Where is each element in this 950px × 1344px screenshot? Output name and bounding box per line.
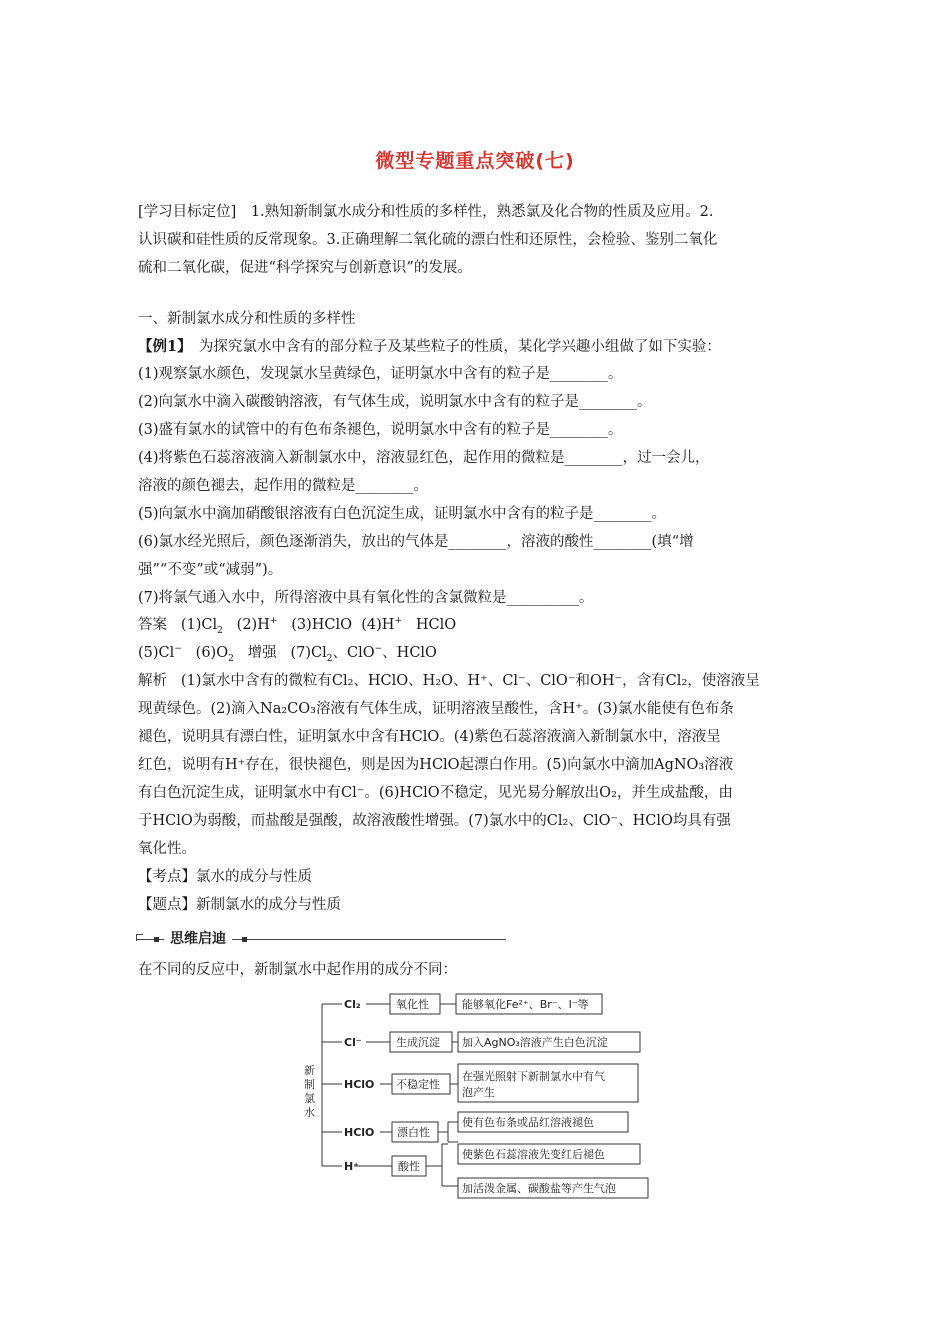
effect-6: 加活泼金属、碳酸盐等产生气泡 (462, 1182, 616, 1195)
banner-corner (136, 934, 143, 941)
question-4-line-2: 溶液的颜色褪去，起作用的微粒是________。 (138, 478, 428, 494)
example-intro (138, 337, 814, 357)
page-title: 微型专题重点突破(七) (375, 150, 575, 172)
answer-1: (1)Cl (180, 617, 218, 633)
prop-acidity: 酸性 (398, 1160, 420, 1173)
answer-line-1: 答案 $(1)Cl_2$ (2)H+ (3)HClO (4)H+ HClO (138, 616, 457, 635)
effect-4: 使有色布条或品红溶液褪色 (462, 1116, 594, 1129)
tidian-line: 【题点】新制氯水的成分与性质 (138, 897, 341, 913)
chlorine-water-diagram (290, 988, 660, 1203)
analysis-line-7: 氧化性。 (138, 841, 196, 857)
answer-2: (2)H (236, 617, 270, 633)
thinking-banner (136, 928, 506, 950)
section-heading: 一、新制氯水成分和性质的多样性 (138, 311, 356, 327)
objectives-line-3: 硫和二氧化碳，促进“科学探究与创新意识”的发展。 (138, 260, 472, 276)
answer-label: 答案 (138, 617, 167, 633)
root-char-3: 氯 (304, 1092, 315, 1105)
banner-dot-right (242, 937, 247, 942)
example-intro-text: 为探究氯水中含有的部分粒子及某些粒子的性质，某化学兴趣小组做了如下实验： (184, 339, 721, 355)
analysis-line-4: 红色，说明有H⁺存在，很快褪色，则是因为HClO起漂白作用。(5)向氯水中滴加AgNO₃溶液 (138, 757, 734, 773)
analysis-line-5: 有白色沉淀生成，证明氯水中有Cl⁻。(6)HClO不稳定，见光易分解放出O₂，并生成盐酸，由 (138, 785, 733, 801)
node-cl2: Cl₂ (344, 998, 361, 1011)
effect-5: 使紫色石蕊溶液先变红后褪色 (462, 1148, 605, 1161)
banner-dot-left (154, 937, 159, 942)
effect-3-line-2: 泡产生 (462, 1086, 495, 1099)
answer-4b: HClO (415, 617, 457, 633)
answer-5: (5)Cl (138, 645, 175, 661)
node-hclo-1: HClO (344, 1078, 375, 1091)
effect-3-line-1: 在强光照射下新制氯水中有气 (462, 1070, 605, 1083)
answer-7c: 、HClO (382, 645, 437, 661)
answer-4: (4)H (361, 617, 395, 633)
analysis-line-2: 现黄绿色。(2)滴入Na₂CO₃溶液有气体生成，证明溶液呈酸性，含H⁺。(3)氯水能使有色布条 (138, 701, 734, 717)
question-5: (5)向氯水中滴加硝酸银溶液有白色沉淀生成，证明氯水中含有的粒子是________。 (138, 506, 667, 522)
root-char-1: 新 (304, 1064, 315, 1077)
analysis-label: 解析 (138, 673, 167, 689)
prop-oxidizing: 氧化性 (396, 998, 429, 1011)
question-1: (1)观察氯水颜色，发现氯水呈黄绿色，证明氯水中含有的粒子是________。 (138, 366, 623, 382)
effect-1: 能够氧化Fe²⁺、Br⁻、I⁻等 (462, 998, 589, 1011)
analysis-line-3: 褪色，说明具有漂白性，证明氯水中含有HClO。(4)紫色石蕊溶液滴入新制氯水中，溶液呈 (138, 729, 721, 745)
diagram-intro: 在不同的反应中，新制氯水中起作用的成分不同： (138, 962, 457, 978)
question-7: (7)将氯气通入水中，所得溶液中具有氧化性的含氯微粒是__________。 (138, 590, 594, 606)
analysis-line-6: 于HClO为弱酸，而盐酸是强酸，故溶液酸性增强。(7)氯水中的Cl₂、ClO⁻、HClO均具有强 (138, 813, 731, 829)
effect-2: 加入AgNO₃溶液产生白色沉淀 (462, 1036, 608, 1049)
question-2: (2)向氯水中滴入碳酸钠溶液，有气体生成，说明氯水中含有的粒子是________。 (138, 394, 652, 410)
answer-7: (7)Cl (290, 645, 327, 661)
thinking-label: 思维启迪 (164, 928, 232, 950)
question-4-line-1: (4)将紫色石蕊溶液滴入新制氯水中，溶液显红色，起作用的微粒是________，过一会儿， (138, 450, 710, 466)
prop-unstable: 不稳定性 (396, 1078, 440, 1091)
root-char-4: 水 (304, 1106, 315, 1119)
root-char-2: 制 (304, 1078, 315, 1091)
prop-precipitate: 生成沉淀 (396, 1036, 440, 1049)
kaodian-line: 【考点】氯水的成分与性质 (138, 869, 312, 885)
objectives-line-2: 认识碳和硅性质的反常现象。3.正确理解二氧化硫的漂白性和还原性，会检验、鉴别二氧化 (138, 232, 718, 248)
question-6-line-1: (6)氯水经光照后，颜色逐渐消失，放出的气体是________，溶液的酸性________(填“增 (138, 534, 694, 550)
answer-6b: 增强 (247, 645, 277, 661)
objectives-line-1: [学习目标定位] 1.熟知新制氯水成分和性质的多样性，熟悉氯及化合物的性质及应用。2. (138, 204, 714, 220)
analysis-text-1: (1)氯水中含有的微粒有Cl₂、HClO、H₂O、H⁺、Cl⁻、ClO⁻和OH⁻，含有Cl₂，使溶液呈 (180, 673, 760, 689)
analysis-line-1 (138, 671, 814, 691)
question-6-line-2: 强”“不变”或“减弱”)。 (138, 562, 283, 578)
example-label: 【例1】 (138, 338, 185, 355)
node-hclo-2: HClO (344, 1126, 375, 1139)
answer-line-2: (5)Cl− $(6)O_2$ 增强 $(7)Cl_2$、ClO−、HClO (138, 644, 437, 663)
prop-bleaching: 漂白性 (397, 1126, 430, 1139)
answer-6: (6)O (195, 645, 229, 661)
question-3: (3)盛有氯水的试管中的有色布条褪色，说明氯水中含有的粒子是________。 (138, 422, 623, 438)
answer-7b: 、ClO (332, 645, 375, 661)
answer-3: (3)HClO (291, 617, 353, 633)
node-h-plus: H⁺ (344, 1160, 360, 1173)
node-cl-minus: Cl⁻ (344, 1036, 362, 1049)
